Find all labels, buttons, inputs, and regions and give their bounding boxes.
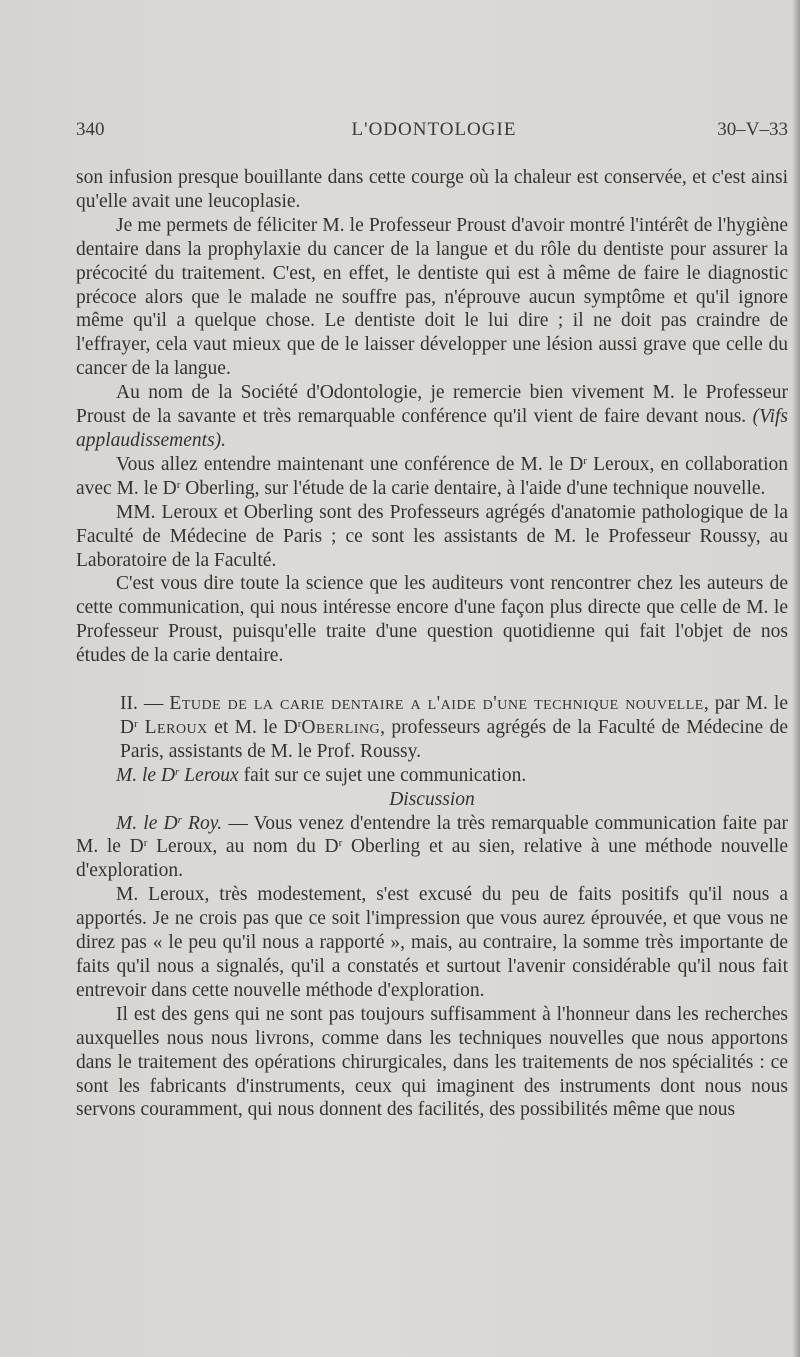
superscript: r — [176, 478, 181, 491]
superscript: r — [134, 717, 138, 730]
paragraph: MM. Leroux et Oberling sont des Professeurs agrégés d'anatomie pathologique de la Faculté de Médecine de Paris ; ce sont les assistants de M. le Professeur Roussy, au Laboratoire de la Faculté. — [76, 501, 788, 571]
section-numeral: II. — — [120, 693, 170, 715]
issue-date: 30–V–33 — [717, 119, 788, 140]
text-run: , par M. le D — [120, 693, 788, 738]
text-run: — Vous venez d'entendre la très remarquable communication faite par M. le D — [76, 812, 788, 858]
paragraph: son infusion presque bouillante dans cette courge où la chaleur est conservée, et c'est ainsi qu'elle avait une leucoplasie. — [76, 167, 788, 212]
applause-note: (Vifs applaudissements). — [76, 406, 788, 451]
speaker: Leroux — [179, 764, 239, 786]
speaker: M. le D — [116, 812, 178, 834]
author-name: Leroux — [137, 716, 208, 738]
section-heading — [76, 692, 788, 764]
text-run: Vous allez entendre maintenant une conférence de M. le D — [116, 453, 584, 475]
superscript: r — [297, 717, 302, 730]
page-number: 340 — [76, 119, 105, 140]
speaker: M. le D — [116, 764, 176, 786]
paragraph — [76, 381, 788, 453]
superscript: r — [583, 454, 587, 467]
page-body — [76, 166, 788, 1122]
text-run: , professeurs agrégés de la Faculté de Médecine de Paris, assistants de M. le Prof. Roussy. — [120, 716, 788, 762]
running-header — [76, 119, 792, 143]
speaker: Roy. — [181, 812, 223, 834]
text-run: Leroux, en collaboration avec M. le D — [76, 453, 788, 499]
discussion-heading: Discussion — [389, 788, 475, 810]
text-run: Oberling, sur l'étude de la carie dentaire, à l'aide d'une technique nouvelle. — [180, 477, 766, 499]
spacer — [76, 668, 788, 692]
text-run: et M. le D — [207, 716, 298, 738]
section-title: Etude de la carie dentaire a l'aide d'une technique nouvelle — [169, 693, 704, 715]
paragraph-text: Au nom de la Société d'Odontologie, je remercie bien vivement M. le Professeur Proust de la savante et très remarquable conférence qu'il vient de faire devant nous. — [76, 382, 788, 428]
author-name: Oberling — [301, 716, 381, 738]
page-edge-shadow — [792, 0, 800, 1357]
superscript: r — [143, 837, 148, 850]
communication-line — [76, 764, 788, 788]
superscript: r — [177, 813, 182, 826]
text-run: Oberling et au sien, relative à une méthode nouvelle d'exploration. — [76, 836, 788, 882]
journal-title: L'ODONTOLOGIE — [351, 119, 517, 140]
superscript: r — [175, 765, 180, 778]
text-run: Leroux, au nom du D — [147, 836, 339, 858]
paragraph: C'est vous dire toute la science que les auditeurs vont rencontrer chez les auteurs de cette communication, qui nous intéresse encore d'une façon plus directe que celle de M. le Professeur Proust, puisqu'elle traite d'une question quotidienne qui fait l'objet de nos études de la carie dentaire. — [76, 573, 788, 667]
text-run: fait sur ce sujet une communication. — [238, 764, 527, 786]
paragraph: Il est des gens qui ne sont pas toujours suffisamment à l'honneur dans les recherches auxquelles nous nous livrons, comme dans les techniques nouvelles que nous apportons dans le traitement des opérations chirurgicales, dans les traitements de nos spécialités : ce sont les fabricants d'instruments, ceux qui imaginent des instruments dont nous nous servons couramment, qui nous donnent des facilités, des possibilités même que nous — [76, 1003, 788, 1121]
paragraph — [76, 453, 788, 501]
superscript: r — [338, 837, 343, 850]
paragraph: M. Leroux, très modestement, s'est excusé du peu de faits positifs qu'il nous a apportés. Je ne crois pas que ce soit l'impression que vous aurez éprouvée, et que vous ne direz pas « le peu qu'il nous a rapporté », mais, au contraire, la somme très importante de faits qu'il nous a signalés, qu'il a constatés et surtout l'avenir considérable qu'il nous fait entrevoir dans cette nouvelle méthode d'exploration. — [76, 884, 788, 1001]
paragraph — [76, 812, 788, 884]
paragraph: Je me permets de féliciter M. le Professeur Proust d'avoir montré l'intérêt de l'hygiène dentaire dans la prophylaxie du cancer de la langue et du rôle du dentiste pour assurer la précocité du traitement. C'est, en effet, le dentiste qui est à même de faire le diagnostic précoce alors que le malade ne souffre pas, n'éprouve aucun symptôme et qu'il ignore même qu'il a quelque chose. Le dentiste doit le lui dire ; il ne doit pas craindre de l'effrayer, cela vaut mieux que de le laisser développer une lésion aussi grave que celle du cancer de la langue. — [76, 214, 788, 380]
